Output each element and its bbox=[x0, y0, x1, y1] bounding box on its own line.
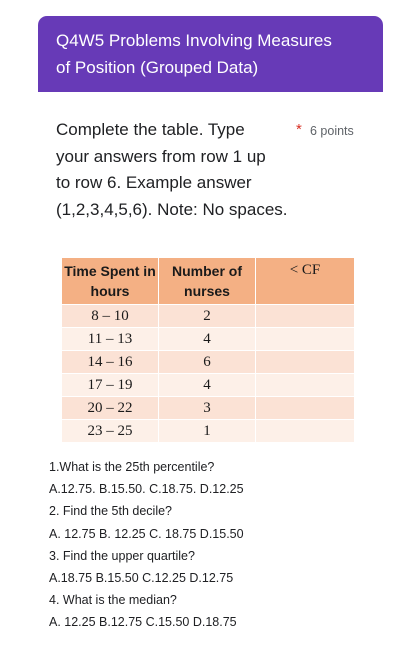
header-less-than-cf: < CF bbox=[256, 258, 355, 305]
cell-nurses: 4 bbox=[159, 328, 256, 351]
sub-question-1: 1.What is the 25th percentile? bbox=[49, 460, 215, 474]
cell-time: 11 – 13 bbox=[62, 328, 159, 351]
table-row bbox=[62, 351, 355, 374]
form-header bbox=[38, 16, 383, 92]
cell-cf bbox=[256, 420, 355, 443]
cell-time: 23 – 25 bbox=[62, 420, 159, 443]
cell-time: 17 – 19 bbox=[62, 374, 159, 397]
sub-question-4-choices: A. 12.25 B.12.75 C.15.50 D.18.75 bbox=[49, 615, 237, 630]
cell-nurses: 1 bbox=[159, 420, 256, 443]
question-text bbox=[56, 117, 296, 223]
sub-question-4: 4. What is the median? bbox=[49, 593, 177, 608]
form-title-line-1: Q4W5 Problems Involving Measures bbox=[56, 31, 332, 50]
question-line-3: to row 6. Example answer bbox=[56, 173, 252, 192]
header-number-of-nurses: Number of nurses bbox=[159, 258, 256, 305]
sub-questions bbox=[49, 456, 379, 634]
question-line-1: Complete the table. Type bbox=[56, 120, 245, 139]
cell-cf bbox=[256, 328, 355, 351]
cell-cf bbox=[256, 397, 355, 420]
sub-question-3: 3. Find the upper quartile? bbox=[49, 548, 195, 563]
sub-question-3-choices: A.18.75 B.15.50 C.12.25 D.12.75 bbox=[49, 570, 234, 585]
cell-time: 14 – 16 bbox=[62, 351, 159, 374]
sub-question-2: 2. Find the 5th decile? bbox=[49, 504, 172, 519]
header-time-spent: Time Spent in hours bbox=[62, 258, 159, 305]
cell-nurses: 2 bbox=[159, 305, 256, 328]
cell-cf bbox=[256, 351, 355, 374]
cell-nurses: 3 bbox=[159, 397, 256, 420]
table-header-row bbox=[62, 258, 355, 305]
form-title-line-2: of Position (Grouped Data) bbox=[56, 58, 259, 77]
table-row bbox=[62, 420, 355, 443]
table-row bbox=[62, 328, 355, 351]
sub-question-1-choices: A.12.75. B.15.50. C.18.75. D.12.25 bbox=[49, 482, 244, 497]
cell-nurses: 6 bbox=[159, 351, 256, 374]
cell-time: 20 – 22 bbox=[62, 397, 159, 420]
cell-cf bbox=[256, 305, 355, 328]
frequency-table bbox=[61, 257, 354, 443]
required-asterisk: * bbox=[296, 121, 302, 138]
table-row bbox=[62, 305, 355, 328]
cell-time: 8 – 10 bbox=[62, 305, 159, 328]
frequency-table-image bbox=[61, 257, 354, 443]
question-line-4: (1,2,3,4,5,6). Note: No spaces. bbox=[56, 199, 288, 219]
question-line-2: your answers from row 1 up bbox=[56, 146, 266, 166]
table-row bbox=[62, 397, 355, 420]
points-label: 6 points bbox=[310, 124, 354, 138]
table-row bbox=[62, 374, 355, 397]
cell-nurses: 4 bbox=[159, 374, 256, 397]
cell-cf bbox=[256, 374, 355, 397]
sub-question-2-choices: A. 12.75 B. 12.25 C. 18.75 D.15.50 bbox=[49, 526, 244, 541]
